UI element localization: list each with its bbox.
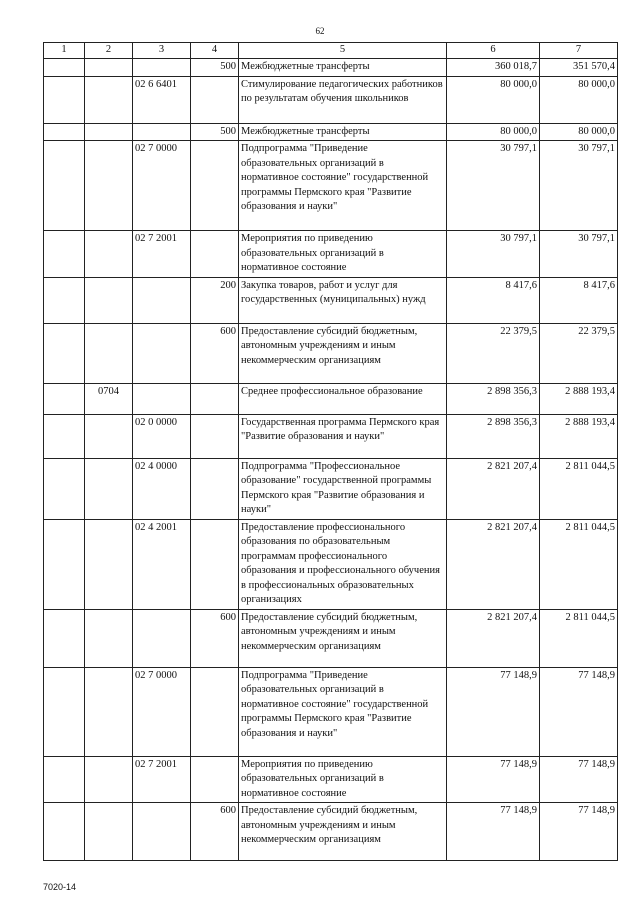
cell-target-code — [133, 383, 191, 414]
cell-expense-type — [191, 756, 239, 803]
table-row — [44, 76, 618, 123]
cell-expense-type: 500 — [191, 59, 239, 77]
table-row — [44, 59, 618, 77]
cell-expense-type — [191, 383, 239, 414]
cell-section — [44, 76, 85, 123]
cell-subsection — [85, 76, 133, 123]
column-header: 3 — [133, 43, 191, 59]
cell-target-code — [133, 277, 191, 323]
cell-name: Подпрограмма "Приведение образовательных организаций в нормативное состояние" государственной программы Пермского края "Развитие образования и науки" — [239, 141, 447, 231]
cell-section — [44, 231, 85, 278]
table-row — [44, 803, 618, 861]
cell-name: Мероприятия по приведению образовательных организаций в нормативное состояние — [239, 231, 447, 278]
cell-target-code — [133, 323, 191, 383]
cell-amount-1: 80 000,0 — [447, 76, 540, 123]
cell-amount-2: 77 148,9 — [540, 756, 618, 803]
cell-subsection — [85, 609, 133, 667]
cell-subsection — [85, 458, 133, 519]
cell-amount-2: 22 379,5 — [540, 323, 618, 383]
column-header: 1 — [44, 43, 85, 59]
cell-section — [44, 59, 85, 77]
cell-amount-1: 77 148,9 — [447, 667, 540, 756]
table-row — [44, 231, 618, 278]
cell-expense-type — [191, 667, 239, 756]
cell-target-code: 02 0 0000 — [133, 414, 191, 458]
cell-expense-type — [191, 414, 239, 458]
cell-expense-type: 500 — [191, 123, 239, 141]
cell-target-code — [133, 609, 191, 667]
cell-name: Государственная программа Пермского края "Развитие образования и науки" — [239, 414, 447, 458]
cell-amount-1: 2 898 356,3 — [447, 414, 540, 458]
cell-amount-2: 30 797,1 — [540, 231, 618, 278]
cell-subsection — [85, 323, 133, 383]
cell-section — [44, 458, 85, 519]
cell-amount-1: 2 821 207,4 — [447, 458, 540, 519]
cell-name: Мероприятия по приведению образовательных организаций в нормативное состояние — [239, 756, 447, 803]
column-header: 4 — [191, 43, 239, 59]
cell-name: Подпрограмма "Приведение образовательных организаций в нормативное состояние" государственной программы Пермского края "Развитие образования и науки" — [239, 667, 447, 756]
cell-amount-2: 80 000,0 — [540, 76, 618, 123]
cell-expense-type: 200 — [191, 277, 239, 323]
column-header: 6 — [447, 43, 540, 59]
cell-target-code — [133, 123, 191, 141]
cell-subsection: 0704 — [85, 383, 133, 414]
cell-subsection — [85, 123, 133, 141]
cell-section — [44, 323, 85, 383]
cell-amount-2: 2 811 044,5 — [540, 519, 618, 609]
cell-name: Среднее профессиональное образование — [239, 383, 447, 414]
cell-expense-type: 600 — [191, 609, 239, 667]
table-row — [44, 414, 618, 458]
cell-subsection — [85, 141, 133, 231]
cell-subsection — [85, 414, 133, 458]
cell-target-code — [133, 59, 191, 77]
cell-section — [44, 609, 85, 667]
cell-amount-2: 80 000,0 — [540, 123, 618, 141]
cell-section — [44, 756, 85, 803]
cell-expense-type — [191, 141, 239, 231]
cell-name: Межбюджетные трансферты — [239, 123, 447, 141]
cell-amount-1: 30 797,1 — [447, 231, 540, 278]
footer-code: 7020-14 — [43, 882, 77, 892]
cell-subsection — [85, 277, 133, 323]
cell-subsection — [85, 756, 133, 803]
cell-section — [44, 123, 85, 141]
cell-section — [44, 803, 85, 861]
cell-target-code: 02 4 0000 — [133, 458, 191, 519]
cell-amount-2: 2 811 044,5 — [540, 458, 618, 519]
cell-amount-1: 30 797,1 — [447, 141, 540, 231]
table-row — [44, 458, 618, 519]
column-header: 2 — [85, 43, 133, 59]
table-row — [44, 141, 618, 231]
table-row — [44, 519, 618, 609]
table-row — [44, 323, 618, 383]
cell-expense-type — [191, 231, 239, 278]
cell-amount-2: 30 797,1 — [540, 141, 618, 231]
table-row — [44, 667, 618, 756]
cell-amount-2: 351 570,4 — [540, 59, 618, 77]
cell-amount-2: 77 148,9 — [540, 667, 618, 756]
cell-subsection — [85, 519, 133, 609]
cell-section — [44, 667, 85, 756]
cell-amount-1: 8 417,6 — [447, 277, 540, 323]
table-row — [44, 609, 618, 667]
cell-target-code: 02 4 2001 — [133, 519, 191, 609]
cell-amount-2: 8 417,6 — [540, 277, 618, 323]
cell-name: Закупка товаров, работ и услуг для государственных (муниципальных) нужд — [239, 277, 447, 323]
cell-section — [44, 277, 85, 323]
budget-table — [43, 42, 618, 861]
cell-amount-1: 77 148,9 — [447, 803, 540, 861]
table-row — [44, 756, 618, 803]
cell-subsection — [85, 59, 133, 77]
table-row — [44, 123, 618, 141]
cell-amount-2: 2 811 044,5 — [540, 609, 618, 667]
cell-amount-1: 2 821 207,4 — [447, 519, 540, 609]
cell-target-code: 02 7 2001 — [133, 231, 191, 278]
table-row — [44, 277, 618, 323]
cell-amount-1: 22 379,5 — [447, 323, 540, 383]
cell-expense-type — [191, 76, 239, 123]
cell-amount-2: 77 148,9 — [540, 803, 618, 861]
column-header: 5 — [239, 43, 447, 59]
cell-target-code: 02 7 0000 — [133, 141, 191, 231]
cell-section — [44, 414, 85, 458]
cell-subsection — [85, 667, 133, 756]
cell-name: Предоставление профессионального образования по образовательным программам профессионального образования и профессионального обучения в профессиональных образовательных организациях — [239, 519, 447, 609]
page-number: 62 — [315, 26, 325, 36]
cell-name: Подпрограмма "Профессиональное образование" государственной программы Пермского края "Развитие образования и науки" — [239, 458, 447, 519]
cell-amount-1: 77 148,9 — [447, 756, 540, 803]
cell-target-code: 02 6 6401 — [133, 76, 191, 123]
cell-section — [44, 519, 85, 609]
cell-expense-type: 600 — [191, 323, 239, 383]
cell-expense-type — [191, 519, 239, 609]
cell-amount-2: 2 888 193,4 — [540, 383, 618, 414]
cell-amount-1: 2 898 356,3 — [447, 383, 540, 414]
cell-subsection — [85, 803, 133, 861]
table-row — [44, 383, 618, 414]
cell-amount-1: 360 018,7 — [447, 59, 540, 77]
cell-name: Межбюджетные трансферты — [239, 59, 447, 77]
cell-amount-1: 80 000,0 — [447, 123, 540, 141]
header-row — [44, 43, 618, 59]
cell-expense-type — [191, 458, 239, 519]
cell-amount-2: 2 888 193,4 — [540, 414, 618, 458]
cell-subsection — [85, 231, 133, 278]
cell-section — [44, 383, 85, 414]
column-header: 7 — [540, 43, 618, 59]
cell-name: Стимулирование педагогических работников по результатам обучения школьников — [239, 76, 447, 123]
cell-section — [44, 141, 85, 231]
cell-target-code: 02 7 0000 — [133, 667, 191, 756]
cell-target-code — [133, 803, 191, 861]
cell-amount-1: 2 821 207,4 — [447, 609, 540, 667]
cell-name: Предоставление субсидий бюджетным, автономным учреждениям и иным некоммерческим организациям — [239, 609, 447, 667]
cell-name: Предоставление субсидий бюджетным, автономным учреждениям и иным некоммерческим организациям — [239, 803, 447, 861]
cell-expense-type: 600 — [191, 803, 239, 861]
cell-name: Предоставление субсидий бюджетным, автономным учреждениям и иным некоммерческим организациям — [239, 323, 447, 383]
cell-target-code: 02 7 2001 — [133, 756, 191, 803]
